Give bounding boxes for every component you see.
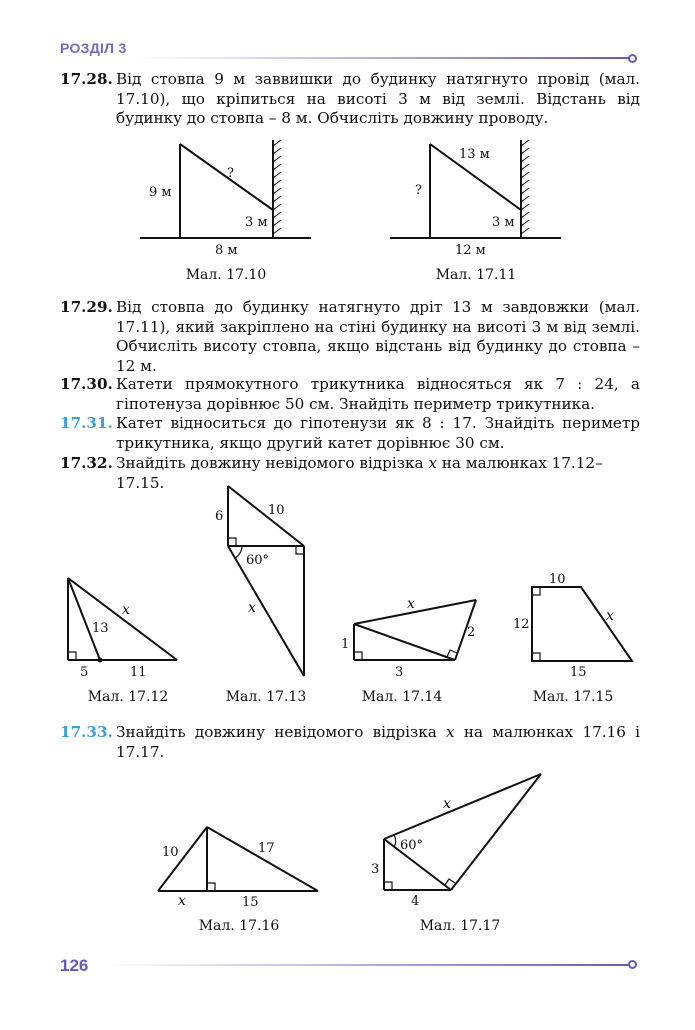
figure-17-16 [150, 818, 325, 908]
section-header: РОЗДІЛ 3 [60, 40, 127, 56]
label-x: x [122, 602, 130, 618]
label-a: 6 [215, 509, 224, 524]
problem-17-33 [60, 723, 640, 762]
label-c: 2 [467, 625, 476, 640]
label-x: x [178, 893, 186, 908]
label-wire: 13 м [459, 147, 490, 162]
label-height: 3 м [245, 215, 268, 230]
problem-17-31 [60, 414, 640, 453]
caption-17-16: Мал. 17.16 [198, 918, 280, 934]
label-b: 10 [268, 503, 285, 518]
problem-17-29 [60, 298, 640, 376]
figure-17-14 [335, 590, 485, 682]
label-b: 12 [513, 617, 530, 632]
label-angle: 60° [246, 553, 270, 568]
variable-x: x [446, 723, 455, 741]
problem-text: Від стовпа до будинку натягнуто дріт 13 м завдовжки (мал. 17.11), який закріплено на стіні будинку на висоті 3 м від землі. Обчисліть висоту стовпа, якщо відстань від будинку до стовпа – 12 м. [116, 298, 640, 375]
label-x: x [443, 796, 451, 812]
label-a: 1 [341, 637, 350, 652]
problem-17-28 [60, 70, 640, 129]
figure-17-13 [208, 482, 318, 682]
figure-17-10 [135, 132, 315, 260]
problem-17-32 [60, 454, 640, 493]
figure-17-15 [508, 570, 638, 680]
figure-17-12 [56, 570, 186, 680]
problem-number: 17.32. [60, 454, 113, 472]
label-b: 17 [258, 841, 275, 856]
label-angle: 60° [400, 838, 424, 853]
problem-number: 17.29. [60, 298, 113, 316]
footer-rule [105, 964, 630, 966]
caption-17-11: Мал. 17.11 [435, 267, 517, 283]
label-a: 10 [549, 572, 566, 587]
label-c: 11 [130, 665, 147, 680]
header-rule [135, 57, 629, 59]
label-x: x [606, 608, 614, 624]
caption-17-15: Мал. 17.15 [532, 689, 614, 705]
figure-17-17 [365, 768, 550, 908]
label-a: 13 [92, 621, 109, 636]
problem-text [116, 723, 640, 762]
text-before: Знайдіть довжину невідомого відрізка [116, 723, 447, 741]
page-number: 126 [60, 956, 89, 975]
caption-17-10: Мал. 17.10 [185, 267, 267, 283]
problem-number: 17.33. [60, 723, 113, 741]
problem-number: 17.31. [60, 414, 113, 432]
text-after: на малюнках 17.16 і 17.17. [116, 723, 641, 761]
problem-17-30 [60, 375, 640, 414]
problem-number: 17.28. [60, 70, 113, 88]
label-pole: 9 м [149, 185, 172, 200]
label-x: x [407, 596, 415, 612]
caption-17-12: Мал. 17.12 [87, 689, 169, 705]
problem-text: Катети прямокутного трикутника відносяться як 7 : 24, а гіпотенуза дорівнює 50 см. Знайдіть периметр трикутника. [116, 375, 640, 413]
problem-number: 17.30. [60, 375, 113, 393]
text-after: на малюнках 17.12–17.15. [116, 454, 603, 492]
label-a: 10 [162, 845, 179, 860]
label-wire: ? [227, 166, 234, 181]
problem-text: Від стовпа 9 м заввишки до будинку натягнуто провід (мал. 17.10), що кріпиться на висоті 3 м від землі. Відстань від будинку до стовпа – 8 м. Обчисліть довжину проводу. [116, 70, 640, 127]
label-b: 3 [395, 665, 404, 680]
label-b: 5 [80, 665, 89, 680]
label-c: 15 [242, 895, 259, 908]
label-a: 3 [371, 862, 380, 877]
figure-17-11 [385, 132, 565, 260]
variable-x: x [428, 454, 437, 472]
label-b: 4 [411, 894, 420, 908]
label-pole: ? [415, 183, 422, 198]
caption-17-13: Мал. 17.13 [225, 689, 307, 705]
header-ring-icon [628, 54, 637, 63]
label-x: x [248, 600, 256, 616]
caption-17-14: Мал. 17.14 [361, 689, 443, 705]
problem-text: Катет відноситься до гіпотенузи як 8 : 17. Знайдіть периметр трикутника, якщо другий катет дорівнює 30 см. [116, 414, 640, 452]
label-ground: 12 м [455, 243, 486, 258]
footer-ring-icon [628, 960, 637, 969]
problem-text [116, 454, 640, 493]
label-ground: 8 м [215, 243, 238, 258]
text-before: Знайдіть довжину невідомого відрізка [116, 454, 429, 472]
label-height: 3 м [492, 215, 515, 230]
label-c: 15 [570, 665, 587, 680]
caption-17-17: Мал. 17.17 [419, 918, 501, 934]
